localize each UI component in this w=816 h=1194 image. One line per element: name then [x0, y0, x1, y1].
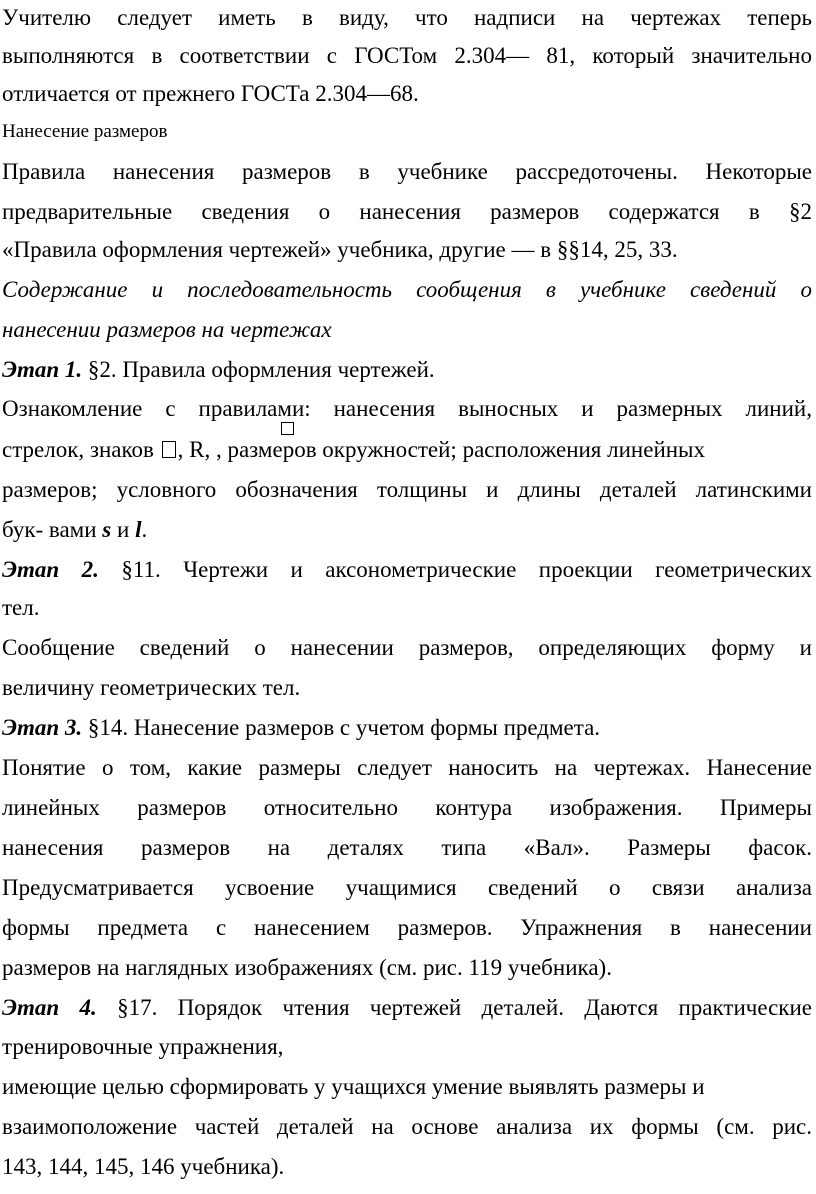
paragraph-line: предварительные сведения о нанесения размеров содержатся в §2	[2, 199, 812, 224]
stage-2-line	[2, 556, 812, 584]
text-fragment: .	[141, 517, 148, 542]
stage-3-text: §14. Нанесение размеров с учетом формы предмета.	[82, 715, 601, 740]
stage-2-text: §11. Чертежи и аксонометрические проекции геометрических	[98, 557, 812, 582]
paragraph-line: отличается от прежнего ГОСТа 2.304—68.	[2, 81, 419, 106]
stage-4-line	[2, 994, 812, 1022]
stage-2-label: Этап 2.	[2, 557, 99, 582]
symbol-s: s	[102, 517, 112, 542]
symbol-l: l	[135, 517, 142, 542]
paragraph-line: величину геометрических тел.	[2, 675, 301, 700]
stage-1-label: Этап 1.	[2, 357, 83, 382]
paragraph-line: имеющие целью сформировать у учащихся умение выявлять размеры и	[2, 1074, 705, 1099]
paragraph-line: Правила нанесения размеров в учебнике рассредоточены. Некоторые	[2, 159, 812, 184]
section-heading: Нанесение размеров	[2, 121, 168, 142]
paragraph-line: 143, 144, 145, 146 учебника).	[2, 1154, 285, 1179]
paragraph-line	[2, 436, 812, 464]
paragraph-line: Предусматривается усвоение учащимися сведений о связи анализа	[2, 875, 812, 900]
stage-4-label: Этап 4.	[2, 995, 97, 1020]
paragraph-line: размеров; условного обозначения толщины и длины деталей латинскими	[2, 477, 812, 502]
text-fragment: бук- вами	[2, 517, 103, 542]
paragraph-line: тел.	[2, 595, 40, 620]
paragraph-line	[2, 516, 812, 544]
stage-3-line	[2, 714, 812, 742]
stage-4-text: §17. Порядок чтения чертежей деталей. Даются практические	[96, 995, 812, 1020]
box-glyph-icon	[162, 441, 176, 458]
paragraph-line: Сообщение сведений о нанесении размеров, определяющих форму и	[2, 635, 812, 660]
paragraph-line: размеров на наглядных изображениях (см. рис. 119 учебника).	[2, 955, 612, 980]
text-fragment: , R, , размеров окружностей; расположения линейных	[177, 437, 706, 462]
paragraph-line: Понятие о том, какие размеры следует наносить на чертежах. Нанесение	[2, 755, 812, 780]
paragraph-line: взаимоположение частей деталей на основе анализа их формы (см. рис.	[2, 1114, 812, 1139]
italic-subheading: Содержание и последовательность сообщения в учебнике сведений о	[2, 277, 812, 302]
paragraph-line: формы предмета с нанесением размеров. Упражнения в нанесении	[2, 915, 812, 940]
paragraph-line: Учителю следует иметь в виду, что надписи на чертежах теперь	[2, 5, 812, 30]
paragraph-line: нанесения размеров на деталях типа «Вал». Размеры фасок.	[2, 835, 812, 860]
stage-1-text: §2. Правила оформления чертежей.	[82, 357, 435, 382]
stage-1-line	[2, 356, 812, 384]
stage-3-label: Этап 3.	[2, 715, 83, 740]
text-fragment: и	[111, 517, 136, 542]
paragraph-line: линейных размеров относительно контура изображения. Примеры	[2, 795, 812, 820]
italic-subheading: нанесении размеров на чертежах	[2, 317, 332, 342]
paragraph-line: тренировочные упражнения,	[2, 1034, 284, 1059]
text-fragment: стрелок, знаков	[2, 437, 160, 462]
paragraph-line: выполняются в соответствии с ГОСТом 2.304— 81, который значительно	[2, 43, 812, 68]
box-glyph-icon	[281, 422, 294, 435]
paragraph-line: Ознакомление с правилами: нанесения выносных и размерных линий,	[2, 396, 812, 421]
paragraph-line: «Правила оформления чертежей» учебника, другие — в §§14, 25, 33.	[2, 237, 678, 262]
